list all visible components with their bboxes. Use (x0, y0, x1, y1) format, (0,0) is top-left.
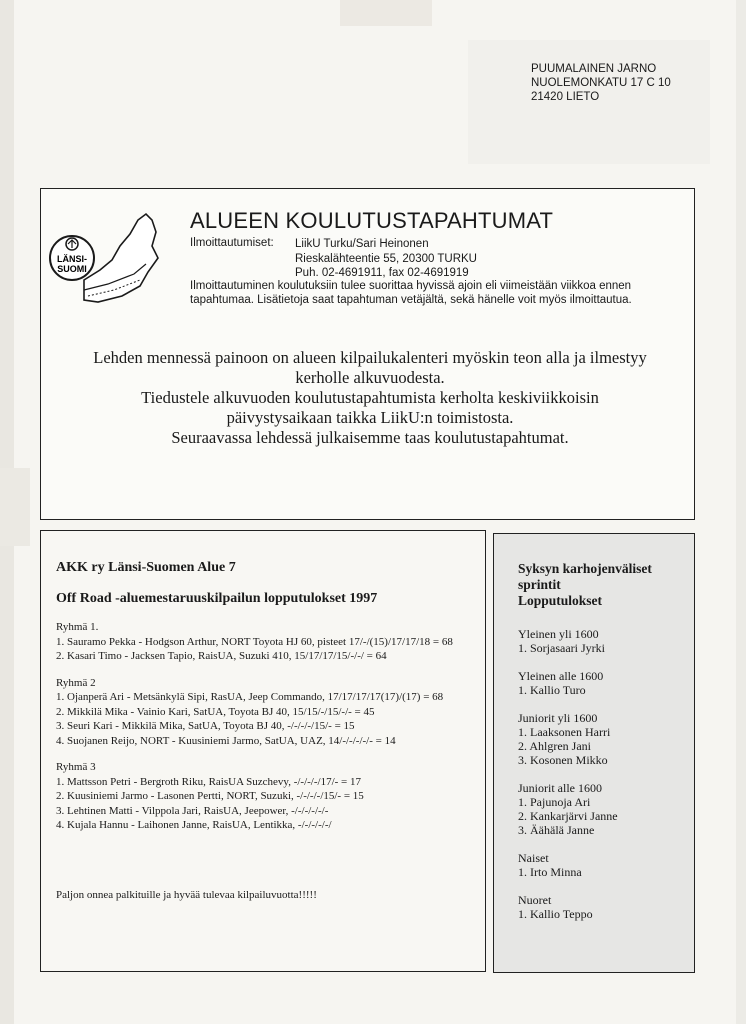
sprint-class (518, 781, 688, 837)
sprint-class-name: Yleinen yli 1600 (518, 627, 599, 641)
address-label (531, 62, 671, 104)
notice-line: kerholle alkuvuodesta. (295, 368, 445, 387)
offroad-results (56, 561, 476, 833)
sprint-class (518, 627, 688, 655)
notice-line: Tiedustele alkuvuoden koulutustapahtumista kerholta keskiviikkoisin (141, 388, 599, 407)
lansi-suomi-logo (48, 210, 166, 310)
result-row: 2. Kasari Timo - Jacksen Tapio, RaisUA, Suzuki 410, 15/17/17/15/-/-/ = 64 (56, 650, 387, 662)
sprint-entry: 2. Kankarjärvi Janne (518, 809, 618, 823)
notice-line: päivystysaikaan taikka LiikU:n toimistosta. (226, 408, 514, 427)
sprint-entry: 3. Äähälä Janne (518, 823, 595, 837)
sprint-entry: 3. Kosonen Mikko (518, 753, 608, 767)
result-row: 2. Mikkilä Mika - Vainio Kari, SatUA, Toyota BJ 40, 15/15/-/15/-/- = 45 (56, 705, 375, 718)
sprint-class-name: Naiset (518, 851, 549, 865)
page-right-edge (736, 0, 746, 1024)
sprint-title-line: sprintit (518, 577, 561, 592)
registration-line: Rieskalähteentie 55, 20300 TURKU (295, 252, 477, 265)
result-row: 4. Kujala Hannu - Laihonen Janne, RaisUA, Lentikka, -/-/-/-/-/ (56, 819, 332, 831)
result-row: 3. Lehtinen Matti - Vilppola Jari, RaisUA, Jeepower, -/-/-/-/-/- (56, 804, 329, 817)
group-heading: Ryhmä 3 (56, 761, 96, 773)
congratulations-text: Paljon onnea palkituille ja hyvää tulevaa kilpailuvuotta!!!!! (56, 889, 317, 901)
sprint-class-name: Nuoret (518, 893, 552, 907)
sprint-entry: 1. Laaksonen Harri (518, 725, 611, 739)
sprint-entry: 1. Kallio Turo (518, 683, 586, 697)
sprint-entry: 1. Pajunoja Ari (518, 795, 591, 809)
sprint-title-line: Lopputulokset (518, 593, 603, 608)
result-row: 3. Seuri Kari - Mikkilä Mika, SatUA, Toyota BJ 40, -/-/-/-/15/- = 15 (56, 720, 355, 732)
group-heading: Ryhmä 1. (56, 621, 99, 633)
sprint-class (518, 851, 688, 879)
group-heading: Ryhmä 2 (56, 676, 96, 689)
registration-contact (295, 237, 477, 281)
sprint-class-name: Juniorit yli 1600 (518, 711, 598, 725)
tape-strip (340, 0, 432, 26)
result-row: 1. Sauramo Pekka - Hodgson Arthur, NORT Toyota HJ 60, pisteet 17/-/(15)/17/17/18 = 68 (56, 635, 453, 648)
address-city: 21420 LIETO (531, 91, 600, 103)
address-name: PUUMALAINEN JARNO (531, 63, 657, 75)
result-row: 2. Kuusiniemi Jarmo - Lasonen Pertti, NORT, Suzuki, -/-/-/-/15/- = 15 (56, 790, 364, 802)
registration-note: Ilmoittautuminen koulutuksiin tulee suorittaa hyvissä ajoin eli viimeistään viikkoa ennen tapahtumaa. Lisätietoja saat tapahtuman vetäjältä, sekä hänelle voit myös ilmoittautua. (190, 280, 632, 306)
registration-line: LiikU Turku/Sari Heinonen (295, 238, 429, 250)
logo-text-1: LÄNSI- (57, 254, 87, 264)
sprint-class-name: Juniorit alle 1600 (518, 781, 602, 795)
sprint-entry: 2. Ahlgren Jani (518, 739, 591, 753)
registration-line: Puh. 02-4691911, fax 02-4691919 (295, 267, 469, 279)
notice-line: Lehden mennessä painoon on alueen kilpailukalenteri myöskin teon alla ja ilmestyy (93, 348, 647, 367)
sprint-title (518, 561, 688, 609)
finland-map-icon (84, 214, 158, 302)
sprint-title-line: Syksyn karhojenväliset (518, 561, 652, 576)
sprint-class-name: Yleinen alle 1600 (518, 669, 604, 683)
logo-text-2: SUOMI (57, 264, 87, 274)
sprint-class (518, 669, 688, 697)
result-row: 1. Mattsson Petri - Bergroth Riku, RaisUA Suzchevy, -/-/-/-/17/- = 17 (56, 775, 362, 788)
sprint-results (518, 561, 688, 935)
notice-line: Seuraavassa lehdessä julkaisemme taas koulutustapahtumat. (171, 428, 569, 447)
address-street: NUOLEMONKATU 17 C 10 (531, 77, 671, 89)
paper-tab (0, 468, 30, 546)
training-title: ALUEEN KOULUTUSTAPAHTUMAT (190, 208, 554, 233)
training-notice (50, 348, 690, 448)
registration-label: Ilmoittautumiset: (190, 237, 274, 249)
sprint-entry: 1. Kallio Teppo (518, 907, 593, 921)
sprint-entry: 1. Irto Minna (518, 865, 582, 879)
offroad-org: AKK ry Länsi-Suomen Alue 7 (56, 560, 236, 575)
sprint-entry: 1. Sorjasaari Jyrki (518, 641, 605, 655)
offroad-title: Off Road -aluemestaruuskilpailun lopputulokset 1997 (56, 590, 378, 606)
result-row: 4. Suojanen Reijo, NORT - Kuusiniemi Jarmo, SatUA, UAZ, 14/-/-/-/-/- = 14 (56, 734, 396, 747)
sprint-class (518, 711, 688, 767)
sprint-class (518, 893, 688, 921)
result-row: 1. Ojanperä Ari - Metsänkylä Sipi, RasUA, Jeep Commando, 17/17/17/17(17)/(17) = 68 (56, 691, 444, 703)
